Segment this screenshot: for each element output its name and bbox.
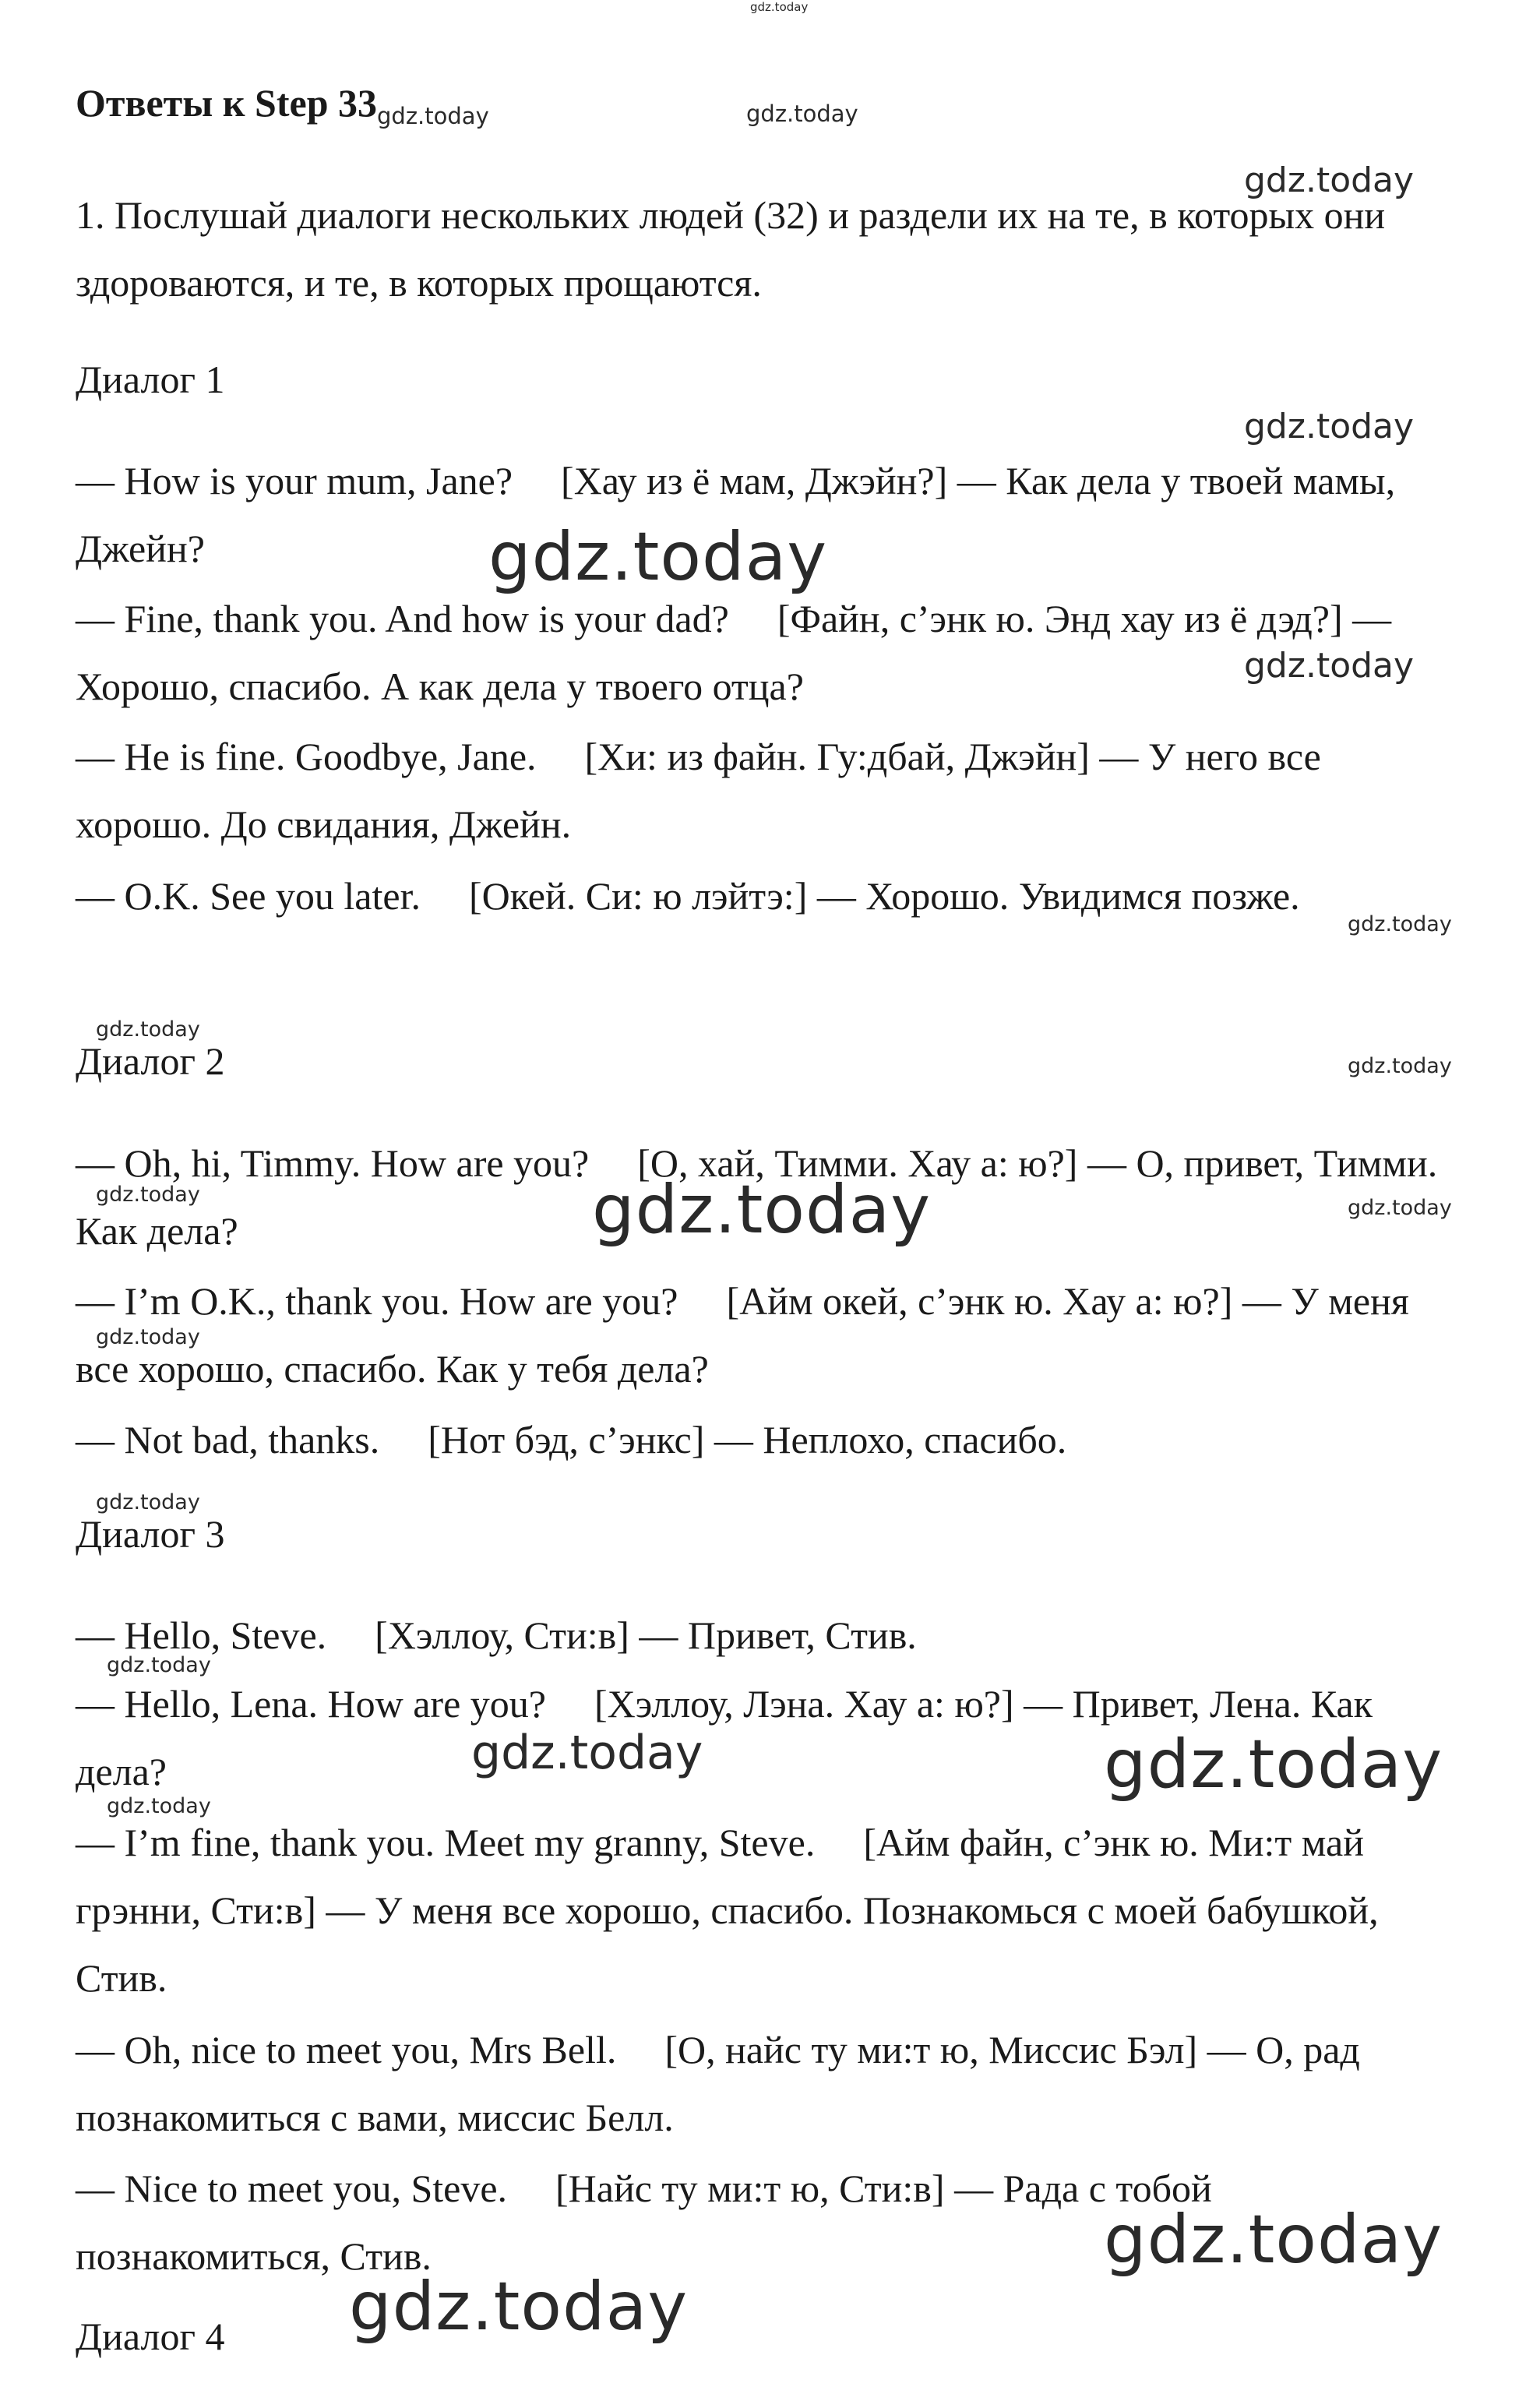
dialog-heading: Диалог 1 — [76, 358, 225, 401]
dialog-line-ru: [Хэллоу, Сти:в] — Привет, Стив. — [375, 1613, 917, 1657]
watermark: gdz.today — [1244, 646, 1415, 686]
dialog-line-en: — He is fine. Goodbye, Jane. — [76, 735, 537, 778]
page-title — [76, 80, 489, 129]
watermark: gdz.today — [96, 1017, 200, 1042]
watermark: gdz.today — [107, 1653, 211, 1677]
watermark: gdz.today — [746, 100, 858, 127]
watermark: gdz.today — [1348, 1054, 1452, 1078]
dialog-line-en: — I’m O.K., thank you. How are you? — [76, 1279, 678, 1323]
page-title-text: Ответы к Step 33 — [76, 81, 378, 125]
dialog-line-en: — Hello, Steve. — [76, 1613, 327, 1657]
watermark: gdz.today — [1348, 1196, 1452, 1220]
dialog-line-ru: [О, найс ту ми:т ю, Миссис Бэл] — О, рад познакомиться с вами, миссис Белл. — [76, 2028, 1360, 2139]
dialog-line — [76, 1406, 1454, 1474]
dialog-line-ru: [Файн, с’энк ю. Энд хау из ё дэд?] — Хорошо, спасибо. А как дела у твоего отца? — [76, 597, 1392, 708]
dialog-line-ru: [Айм окей, с’энк ю. Хау а: ю?] — У меня все хорошо, спасибо. Как у тебя дела? — [76, 1279, 1409, 1391]
dialog-line-en: — How is your mum, Jane? — [76, 459, 513, 502]
dialog-line-en: — Hello, Lena. How are you? — [76, 1682, 546, 1726]
dialog-line — [76, 723, 1454, 859]
watermark: gdz.today — [107, 1794, 211, 1818]
task-text: 1. Послушай диалоги нескольких людей (32) и раздели их на те, в которых они здороваются, и те, в которых прощаются. — [76, 193, 1386, 305]
dialog-line-en: — Oh, hi, Timmy. How are you? — [76, 1141, 590, 1185]
watermark: gdz.today — [1244, 160, 1415, 200]
watermark: gdz.today — [1244, 407, 1415, 446]
dialog-line-ru: [О, хай, Тимми. Хау а: ю?] — О, привет, Тимми. Как дела? — [76, 1141, 1438, 1253]
watermark: gdz.today — [96, 1183, 200, 1207]
dialog-line-en: — Nice to meet you, Steve. — [76, 2167, 508, 2210]
dialog-line-ru: [Найс ту ми:т ю, Сти:в] — Рада с тобой познакомиться, Стив. — [76, 2167, 1212, 2278]
watermark: gdz.today — [1104, 1726, 1443, 1803]
watermark: gdz.today — [592, 1171, 932, 1249]
watermark-top: gdz.today — [750, 0, 809, 14]
dialog-line — [76, 1602, 1454, 1669]
dialog-line-en: — Fine, thank you. And how is your dad? — [76, 597, 729, 640]
dialog-line — [76, 2016, 1454, 2152]
dialog-heading: Диалог 2 — [76, 1039, 225, 1083]
dialog-line-ru: [Окей. Си: ю лэйтэ:] — Хорошо. Увидимся позже. — [468, 874, 1300, 918]
dialog-line-en: — Not bad, thanks. — [76, 1418, 380, 1461]
dialog-heading: Диалог 3 — [76, 1512, 225, 1556]
dialog-line-ru: [Нот бэд, с’энкс] — Неплохо, спасибо. — [428, 1418, 1067, 1461]
watermark: gdz.today — [1348, 912, 1452, 936]
dialog-line — [76, 1268, 1454, 1403]
watermark: gdz.today — [96, 1325, 200, 1349]
watermark: gdz.today — [488, 518, 828, 596]
watermark: gdz.today — [471, 1726, 703, 1780]
watermark: gdz.today — [96, 1490, 200, 1514]
dialog-line — [76, 1809, 1454, 2012]
dialog-line-ru: [Хэллоу, Лэна. Хау а: ю?] — Привет, Лена. Как дела? — [76, 1682, 1373, 1793]
watermark: gdz.today — [377, 103, 489, 129]
dialog-line — [76, 862, 1454, 930]
dialog-line-ru: [Хи: из файн. Гу:дбай, Джэйн] — У него все хорошо. До свидания, Джейн. — [76, 735, 1321, 846]
dialog-line-ru: [Айм файн, с’энк ю. Ми:т май грэнни, Сти:в] — У меня все хорошо, спасибо. Познакомься с моей бабушкой, Стив. — [76, 1821, 1379, 2000]
watermark: gdz.today — [1104, 2201, 1443, 2279]
dialog-heading: Диалог 4 — [76, 2315, 225, 2358]
dialog-line-ru: [Хау из ё мам, Джэйн?] — Как дела у твоей мамы, Джейн? — [76, 459, 1396, 570]
dialog-line-en: — Oh, nice to meet you, Mrs Bell. — [76, 2028, 617, 2071]
watermark: gdz.today — [349, 2268, 689, 2346]
dialog-line-en: — O.K. See you later. — [76, 874, 421, 918]
dialog-line-en: — I’m fine, thank you. Meet my granny, Steve. — [76, 1821, 816, 1864]
